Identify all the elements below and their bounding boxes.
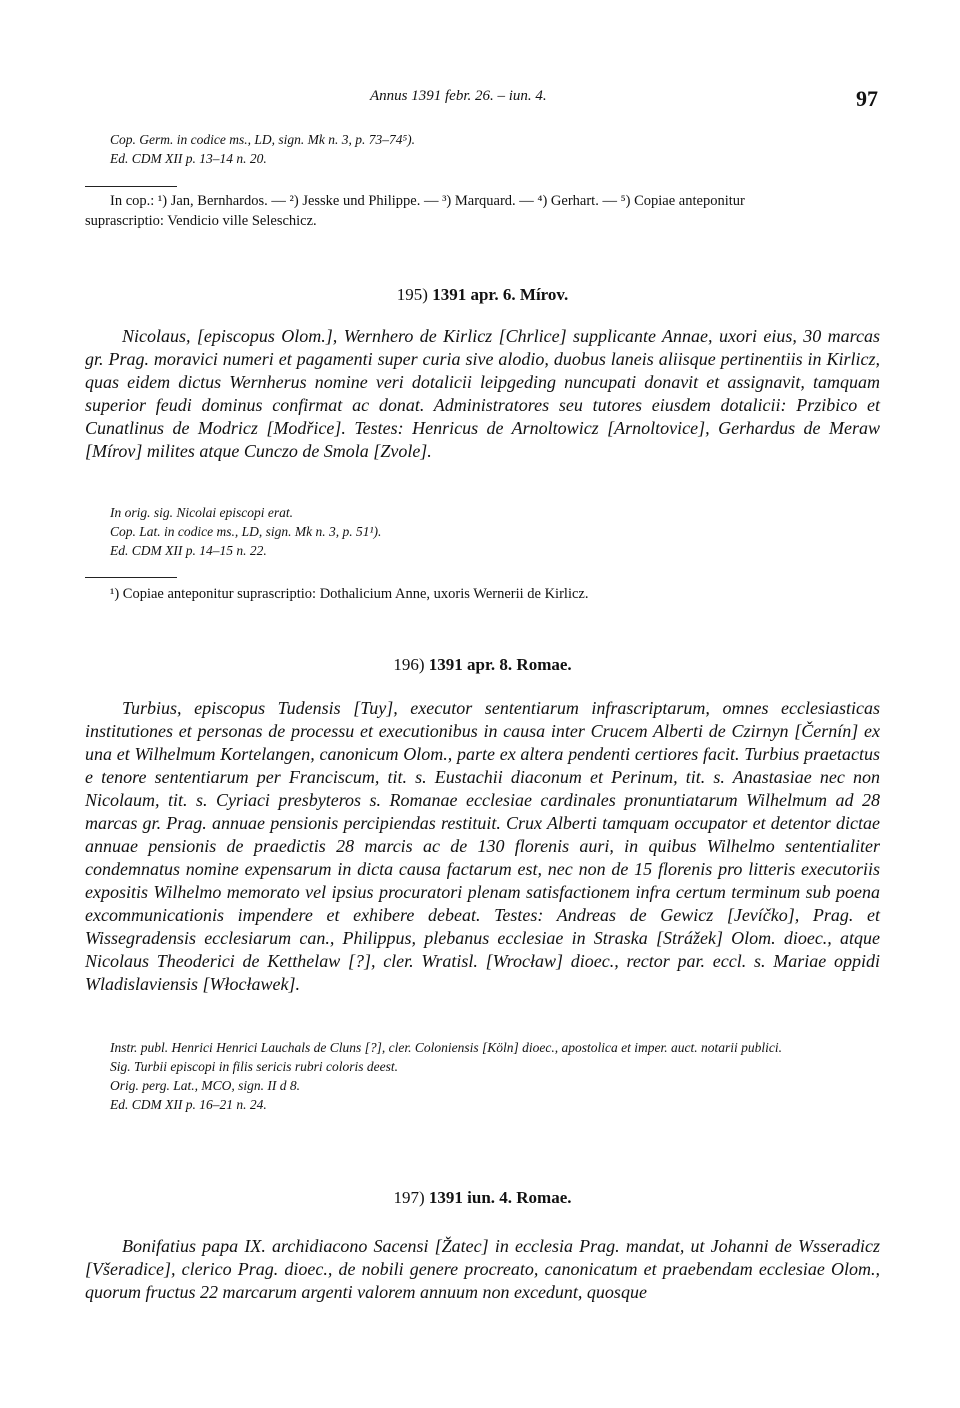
regest-paragraph: Turbius, episcopus Tudensis [Tuy], executor sententiarum infrascriptarum, omnes ecclesiasticas institutiones et personas de processu et executionibus in causa inter Crucem Alberti de Czirnyn [Černín] ex una et Wilhelmum Kortelangen, canonicum Olom., parte ex altera pendenti certiores facit. Turbius praetactus e tenore sententiarum per Franciscum, tit. s. Eustachii diaconum et Perinum, tit. s. Anastasiae nec non Nicolaum, tit. s. Cyriaci presbyteros s. Romanae ecclesiae cardinales pronuntiatarum Wilhelmum ad 28 marcas gr. Prag. annuae pensionis percipiendas restituit. Crux Alberti tamquam occupator et detentor dictae annuae pensionis de praedictis 28 marcis ac de 130 florenis auri, in quibus Wilhelmo sententialiter condemnatus nomine expensarum in dicta causa factarum est, nec non de 15 florenis pro litteris executoriis expositis Wilhelmo memorato vel ipsius procuratori plenam satisfactionem infra certum terminum sub poena excommunicationis impendere et exhibere debeat. Testes: Andreas de Gewicz [Jevíčko], Prag. et Wissegradensis ecclesiarum can., Philippus, plebanus ecclesiae in Straska [Strážek] Olom. dioec., atque Nicolaus Theoderici de Ketthelaw [?], cler. Wratisl. [Wrocław] dioec., rector par. eccl. s. Mariae oppidi Wladislaviensis [Włocławek]. xyxy=(85,698,880,994)
edition-note: Ed. CDM XII p. 14–15 n. 22. xyxy=(110,543,267,558)
prev-copy-note: Cop. Germ. in codice ms., LD, sign. Mk n. 3, p. 73–74⁵). xyxy=(110,132,416,147)
document-heading-197 xyxy=(85,1188,880,1208)
running-head-title: Annus 1391 febr. 26. – iun. 4. xyxy=(370,88,547,104)
instrument-note: Instr. publ. Henrici Henrici Lauchals de Cluns [?], cler. Coloniensis [Köln] dioec., apostolica et imper. auct. notarii publici. xyxy=(110,1040,782,1055)
heading-date: 1391 iun. 4. Romae. xyxy=(428,1188,572,1207)
regest-paragraph: Nicolaus, [episcopus Olom.], Wernhero de Kirlicz [Chrlice] supplicante Annae, uxori eius, 30 marcas gr. Prag. moravici numeri et pagamenti super curia sive alodio, duobus laneis aliisque pertinentiis in Kirlicz, quas eidem dictus Wernherus nomine veri dotalicii leipgeding nuncupati donavit et assignavit, tamquam superior feudi dominus confirmat ac donat. Administratores seu tutores eiusdem dotalicii: Przibico et Cunatlinus de Modricz [Modřice]. Testes: Henricus de Arnoltowicz [Arnoltovice], Gerhardus de Meraw [Mírov] milites atque Cunczo de Smola [Zvole]. xyxy=(85,326,880,461)
prev-footnote-line1: In cop.: ¹) Jan, Bernhardos. — ²) Jesske und Philippe. — ³) Marquard. — ⁴) Gerhart. — ⁵) Copiae anteponitur xyxy=(110,193,745,209)
heading-date: 1391 apr. 6. Mírov. xyxy=(432,285,569,304)
regest-text-197 xyxy=(85,1235,880,1304)
edition-note: Ed. CDM XII p. 16–21 n. 24. xyxy=(110,1097,267,1112)
seal-note: Sig. Turbii episcopi in filis sericis rubri coloris deest. xyxy=(110,1059,399,1074)
heading-number: 197) xyxy=(393,1188,425,1207)
notes-196 xyxy=(85,1038,880,1114)
footnote-rule xyxy=(85,186,177,187)
prev-footnote-line2: suprascriptio: Vendicio ville Seleschicz. xyxy=(85,213,317,229)
seal-note: In orig. sig. Nicolai episcopi erat. xyxy=(110,505,293,520)
footnote-text: ¹) Copiae anteponitur suprascriptio: Dothalicium Anne, uxoris Wernerii de Kirlicz. xyxy=(110,586,589,602)
regest-paragraph: Bonifatius papa IX. archidiacono Sacensi [Žatec] in ecclesia Prag. mandat, ut Johanni de Wsseradicz [Všeradice], clerico Prag. dioec., de nobili genere procreato, canonicatum et praebendam ecclesiae Olom., quorum fructus 22 marcarum argenti valorem annuum non excedunt, quosque xyxy=(85,1236,880,1302)
heading-date: 1391 apr. 8. Romae. xyxy=(428,655,572,674)
footnote-195 xyxy=(85,584,880,604)
heading-number: 196) xyxy=(393,655,425,674)
running-head xyxy=(85,86,880,110)
prev-footnotes xyxy=(85,191,880,231)
document-heading-196 xyxy=(85,655,880,675)
notes-195 xyxy=(85,503,880,560)
prev-edition-note: Ed. CDM XII p. 13–14 n. 20. xyxy=(110,151,267,166)
copy-note: Cop. Lat. in codice ms., LD, sign. Mk n. 3, p. 51¹). xyxy=(110,524,382,539)
regest-text-196 xyxy=(85,697,880,996)
heading-number: 195) xyxy=(396,285,428,304)
footnote-rule xyxy=(85,577,177,578)
document-heading-195 xyxy=(85,285,880,305)
regest-text-195 xyxy=(85,325,880,463)
page-number: 97 xyxy=(856,86,878,111)
original-note: Orig. perg. Lat., MCO, sign. II d 8. xyxy=(110,1078,301,1093)
